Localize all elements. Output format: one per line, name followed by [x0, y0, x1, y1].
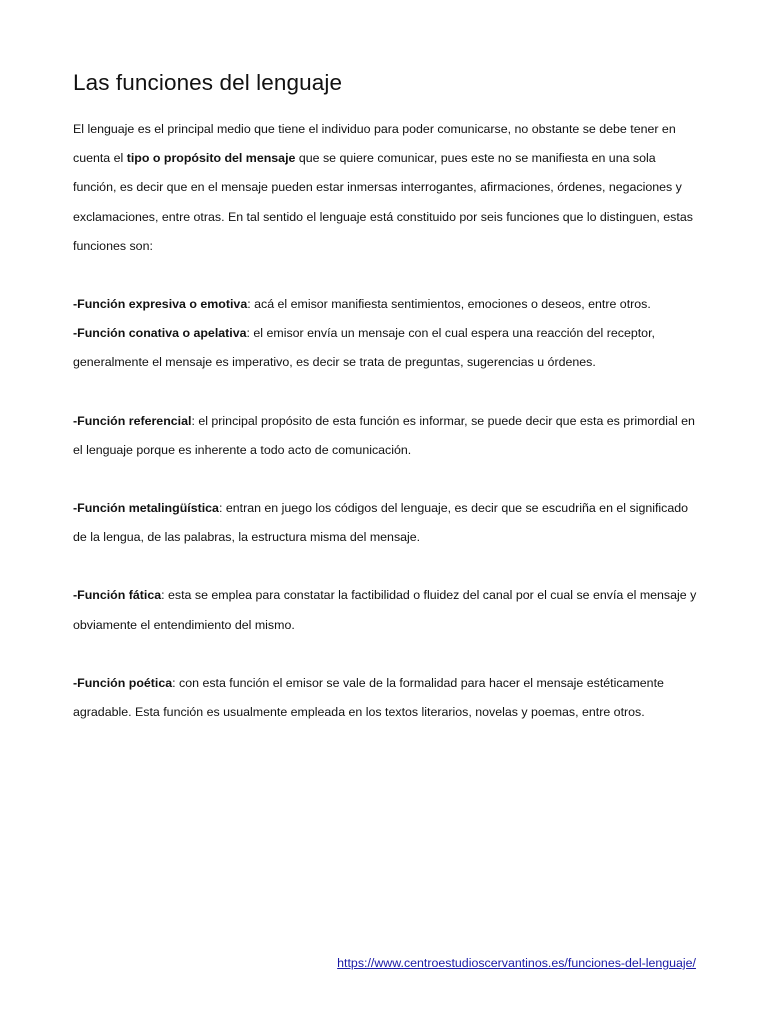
function-label: -Función metalingüística	[73, 501, 219, 516]
function-text: : entran en juego los códigos del lenguaje, es decir que se escudriña en el significado de la lengua, de las palabras, la estructura misma del mensaje.	[73, 501, 689, 545]
spacer	[73, 552, 698, 581]
function-conativa	[73, 319, 698, 377]
spacer	[73, 640, 698, 669]
function-label: -Función conativa o apelativa	[73, 326, 247, 341]
document-page	[73, 68, 698, 727]
spacer	[73, 261, 698, 290]
function-text: : esta se emplea para constatar la factibilidad o fluidez del canal por el cual se envía el mensaje y obviamente el entendimiento del mismo.	[73, 588, 697, 632]
function-text: : el emisor envía un mensaje con el cual espera una reacción del receptor, generalmente el mensaje es imperativo, es decir se trata de preguntas, sugerencias u órdenes.	[73, 326, 655, 370]
intro-paragraph	[73, 115, 698, 261]
function-text: : acá el emisor manifiesta sentimientos, emociones o deseos, entre otros.	[247, 297, 651, 312]
function-expresiva	[73, 290, 698, 319]
function-label: -Función expresiva o emotiva	[73, 297, 248, 312]
spacer	[73, 378, 698, 407]
function-label: -Función fática	[73, 588, 162, 603]
function-text: : el principal propósito de esta función es informar, se puede decir que esta es primordial en el lenguaje porque es inherente a todo acto de comunicación.	[73, 413, 695, 457]
spacer	[73, 465, 698, 494]
function-label: -Función referencial	[73, 413, 192, 428]
function-fatica	[73, 581, 698, 639]
function-label: -Función poética	[73, 675, 173, 690]
function-metalinguistica	[73, 494, 698, 552]
page-title: Las funciones del lenguaje	[73, 70, 343, 95]
intro-text-before: El lenguaje es el principal medio que tiene el individuo para poder comunicarse, no obstante se debe tener en cuenta el	[73, 122, 676, 166]
source-link[interactable]: https://www.centroestudioscervantinos.es/funciones-del-lenguaje/	[337, 956, 696, 970]
intro-bold-phrase: tipo o propósito del mensaje	[126, 151, 296, 166]
function-referencial	[73, 407, 698, 465]
function-text: : con esta función el emisor se vale de la formalidad para hacer el mensaje estéticamente agradable. Esta función es usualmente empleada en los textos literarios, novelas y poemas, entre otros.	[73, 675, 664, 720]
intro-text-after: que se quiere comunicar, pues este no se manifiesta en una sola función, es decir que en el mensaje pueden estar inmersas interrogantes, afirmaciones, órdenes, negaciones y exclamaciones, entre otras. En tal sentido el lenguaje está constituido por seis funciones que lo distinguen, estas funciones son:	[73, 151, 693, 253]
function-poetica	[73, 669, 698, 727]
